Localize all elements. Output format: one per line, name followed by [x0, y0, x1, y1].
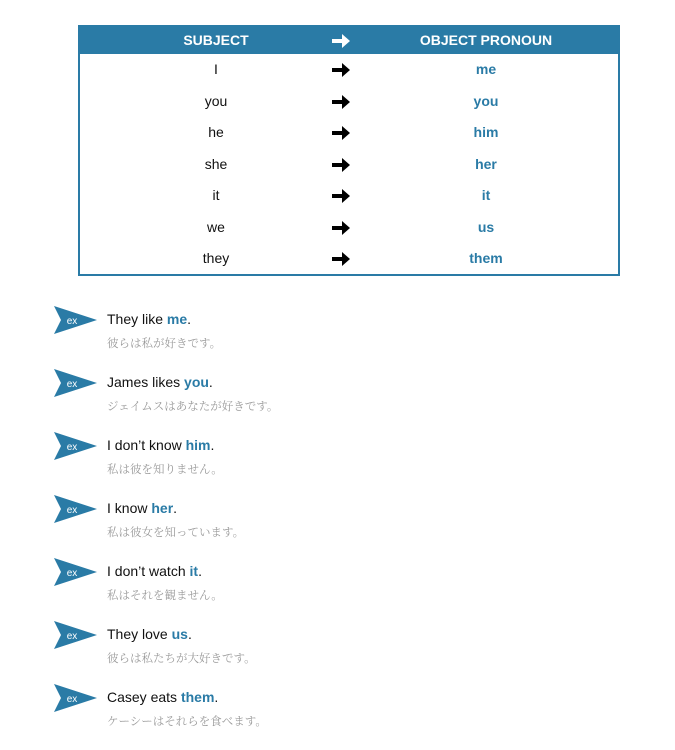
subject-pronoun: I: [214, 61, 218, 77]
example-translation: ジェイムスはあなたが好きです。: [107, 399, 279, 413]
example-translation: ケーシーはそれらを食べます。: [107, 714, 267, 728]
sentence-pronoun: you: [184, 374, 209, 390]
table-row: [80, 243, 618, 275]
example-item: [52, 557, 572, 602]
example-item: [52, 683, 572, 728]
ex-badge-label: ex: [66, 316, 78, 327]
object-pronoun: me: [475, 61, 497, 77]
example-sentence: [107, 437, 214, 453]
ex-flag-icon: [52, 683, 98, 713]
subject-pronoun: you: [204, 92, 228, 109]
sentence-pronoun: us: [171, 626, 188, 642]
example-sentence: [107, 311, 191, 327]
subject-pronoun: it: [212, 187, 220, 203]
table-row: [80, 117, 618, 149]
right-arrow-icon: [330, 86, 352, 117]
sentence-end: .: [210, 437, 215, 453]
right-arrow-icon: [330, 27, 352, 54]
example-translation: 私は彼女を知っています。: [107, 525, 245, 539]
sentence-start: I don’t know: [107, 437, 186, 453]
header-object-pronoun: OBJECT PRONOUN: [419, 32, 553, 48]
sentence-end: .: [198, 563, 202, 579]
ex-flag-icon: [52, 494, 98, 524]
sentence-pronoun: it: [189, 563, 199, 579]
object-pronoun: her: [475, 155, 497, 172]
sentence-end: .: [187, 311, 192, 327]
sentence-end: .: [208, 374, 213, 390]
table-row: [80, 212, 618, 244]
example-translation: 私はそれを観ません。: [107, 588, 223, 602]
sentence-pronoun: him: [185, 437, 211, 453]
table-row: [80, 54, 618, 86]
ex-badge-label: ex: [66, 631, 78, 642]
ex-flag-icon: [52, 305, 98, 335]
sentence-start: Casey eats: [107, 689, 181, 705]
table-row: [80, 149, 618, 181]
object-pronoun: you: [473, 92, 499, 109]
ex-flag-icon: [52, 431, 98, 461]
subject-pronoun: he: [208, 124, 224, 140]
example-translation: 彼らは私たちが大好きです。: [107, 651, 256, 665]
example-item: [52, 431, 572, 476]
subject-pronoun: they: [202, 250, 230, 266]
object-pronoun: them: [469, 250, 503, 266]
pronoun-table: [78, 25, 620, 276]
ex-flag-icon: [52, 368, 98, 398]
sentence-pronoun: her: [151, 500, 174, 516]
table-header: [80, 27, 618, 54]
ex-badge-label: ex: [66, 568, 78, 579]
table-row: [80, 86, 618, 118]
subject-pronoun: she: [204, 155, 228, 172]
table-row: [80, 180, 618, 212]
object-pronoun: him: [473, 124, 499, 140]
sentence-end: .: [214, 689, 219, 705]
example-sentence: [107, 689, 218, 705]
sentence-end: .: [173, 500, 178, 516]
ex-badge-label: ex: [66, 694, 78, 705]
right-arrow-icon: [330, 149, 352, 180]
example-translation: 私は彼を知りません。: [107, 462, 223, 476]
example-sentence: [107, 374, 213, 390]
sentence-start: I don’t watch: [107, 563, 190, 579]
example-item: [52, 494, 572, 539]
example-translation: 彼らは私が好きです。: [107, 336, 222, 350]
sentence-start: They love: [107, 626, 172, 642]
object-pronoun: us: [477, 218, 495, 235]
ex-flag-icon: [52, 557, 98, 587]
example-sentence: [107, 500, 177, 516]
example-item: [52, 305, 572, 350]
ex-badge-label: ex: [66, 505, 78, 516]
right-arrow-icon: [330, 117, 352, 148]
right-arrow-icon: [330, 180, 352, 211]
example-item: [52, 368, 572, 413]
right-arrow-icon: [330, 243, 352, 274]
right-arrow-icon: [330, 54, 352, 85]
ex-badge-label: ex: [66, 442, 78, 453]
sentence-start: James likes: [107, 374, 185, 390]
example-sentence: [107, 563, 202, 579]
ex-badge-label: ex: [66, 379, 78, 390]
sentence-end: .: [187, 626, 192, 642]
right-arrow-icon: [330, 212, 352, 243]
object-pronoun: it: [481, 187, 491, 203]
sentence-start: They like: [107, 311, 167, 327]
header-subject: SUBJECT: [183, 32, 249, 48]
subject-pronoun: we: [207, 218, 225, 235]
sentence-pronoun: me: [166, 311, 188, 327]
example-sentence: [107, 626, 192, 642]
sentence-pronoun: them: [180, 689, 215, 705]
ex-flag-icon: [52, 620, 98, 650]
example-item: [52, 620, 572, 665]
sentence-start: I know: [107, 500, 152, 516]
